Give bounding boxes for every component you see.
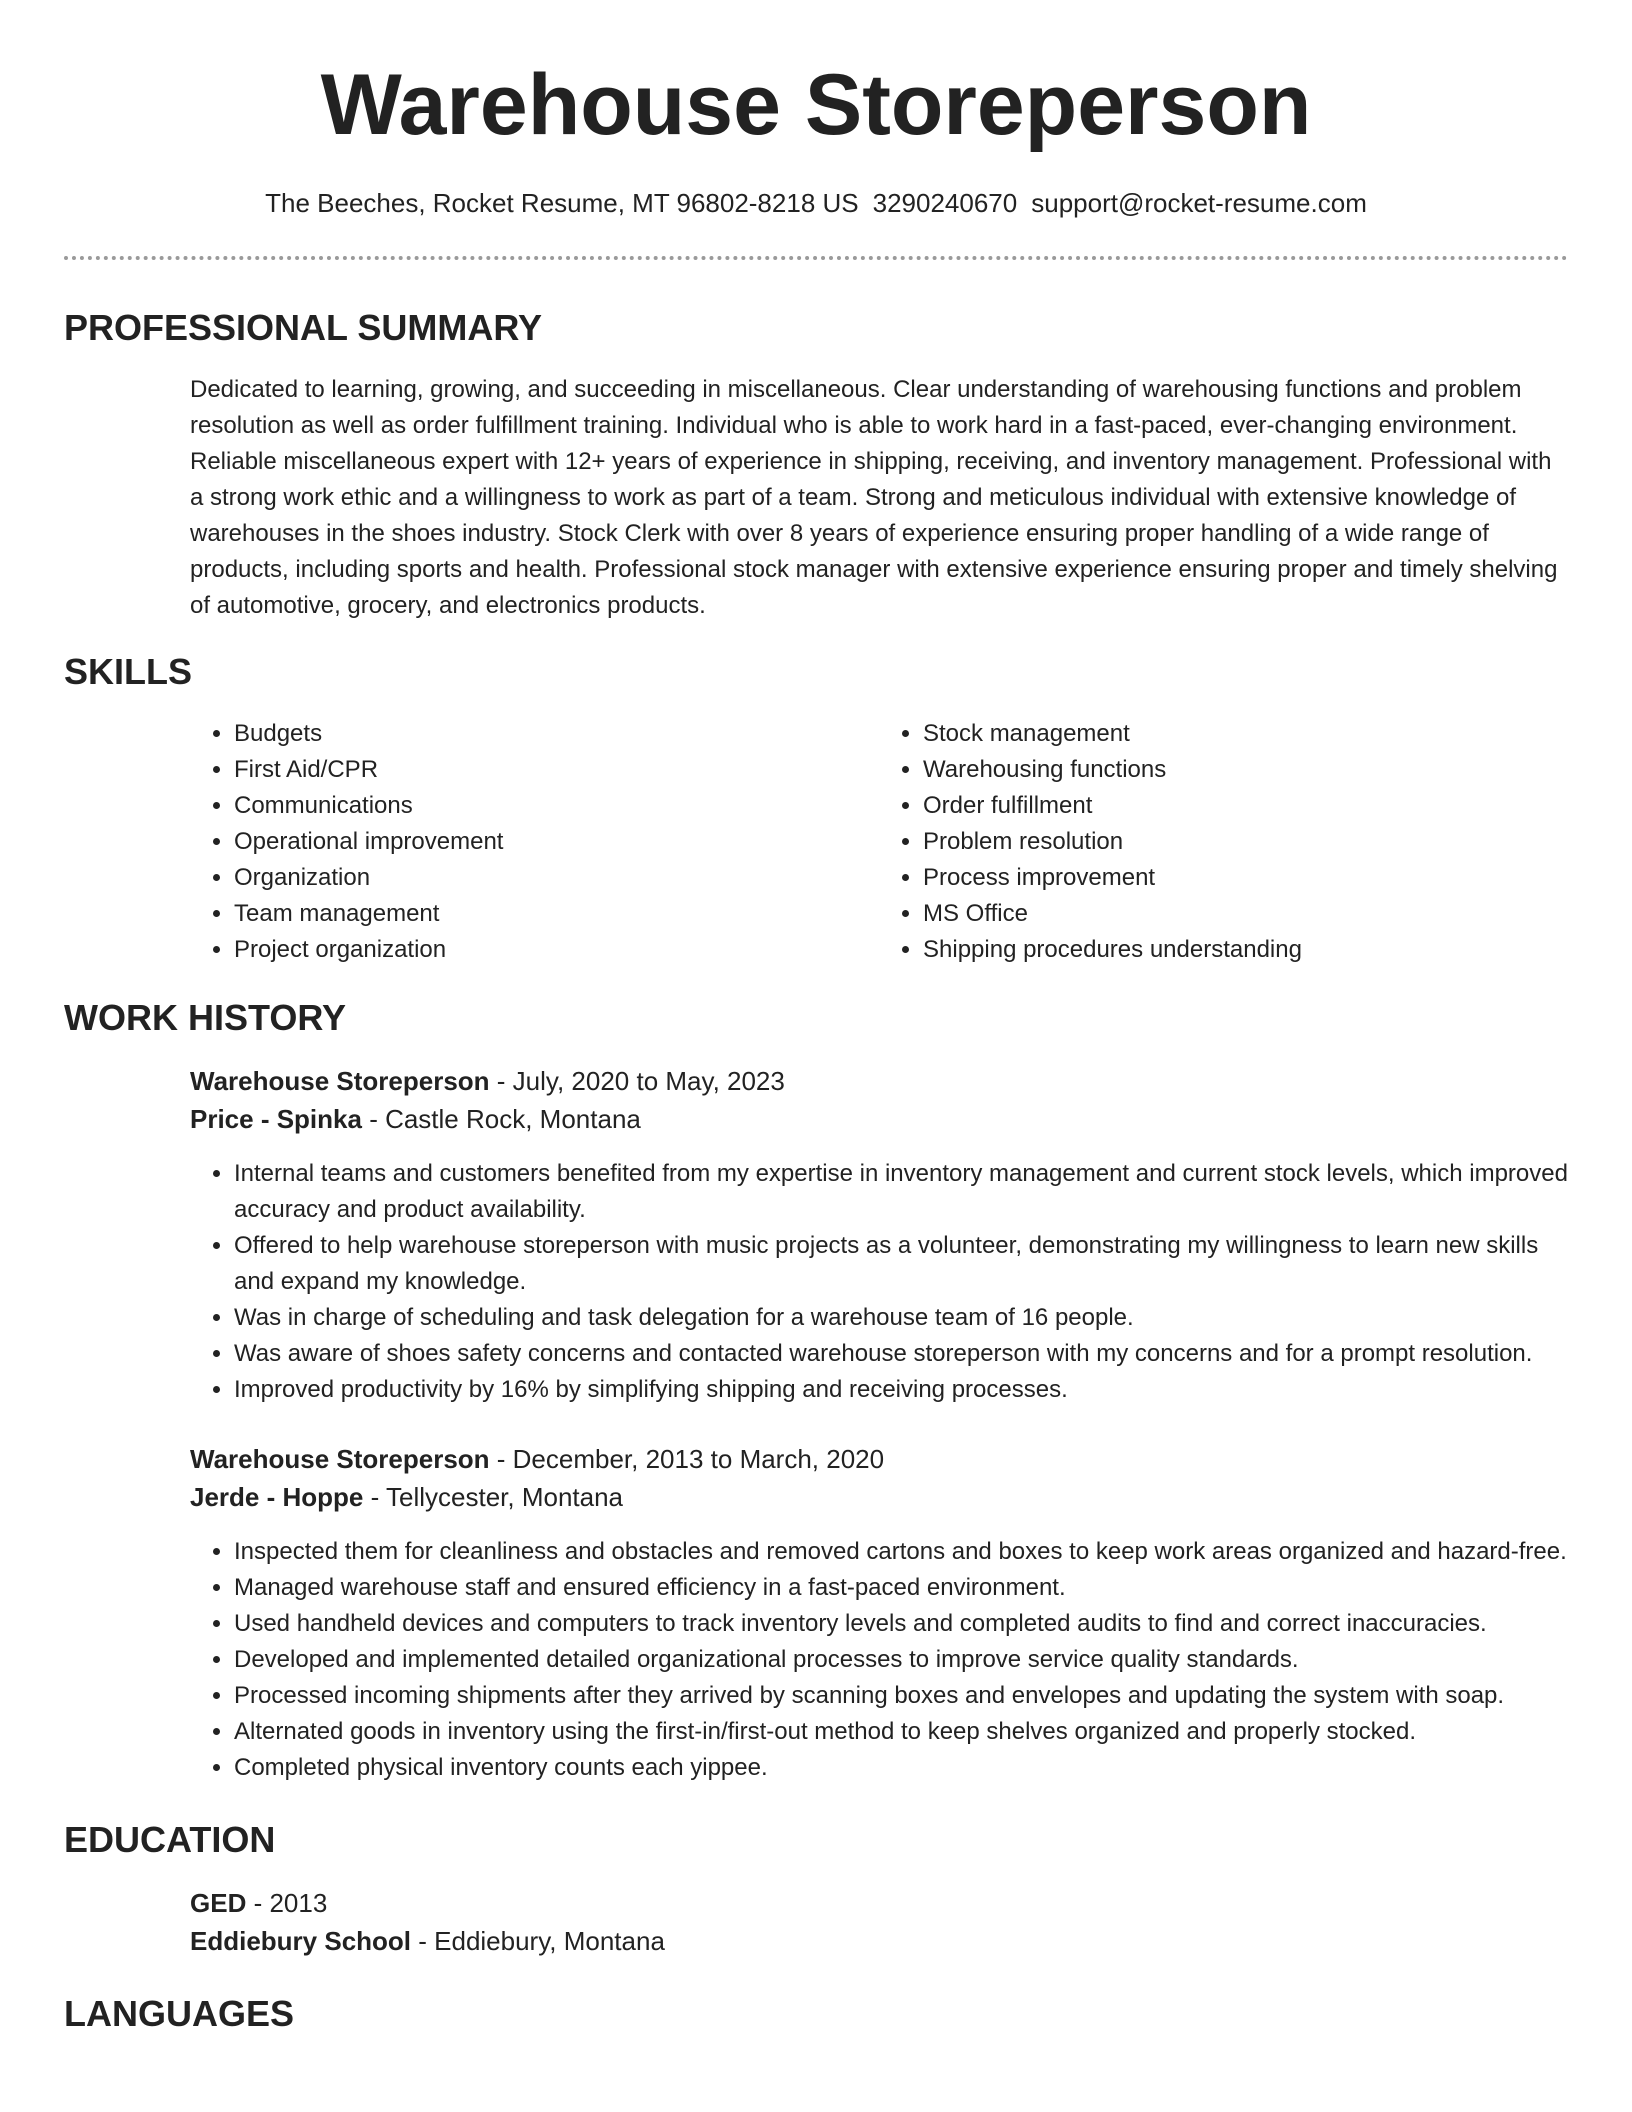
job-company: Jerde - Hoppe [190, 1482, 364, 1512]
skill-item: • Problem resolution [923, 824, 1568, 860]
skill-item: • Process improvement [923, 860, 1568, 896]
education-degree: GED [190, 1888, 247, 1918]
section-title-languages: LANGUAGES [64, 1993, 295, 2034]
skill-item: • Organization [234, 860, 879, 896]
contact-email: support@rocket-resume.com [1031, 188, 1367, 218]
job-bullet: • Processed incoming shipments after they arrived by scanning boxes and envelopes and updating the system with soap. [234, 1678, 1568, 1714]
skills-list [190, 716, 1568, 968]
job-entry [190, 1440, 1568, 1516]
job-entry [190, 1062, 1568, 1138]
job-bullet: • Was aware of shoes safety concerns and contacted warehouse storeperson with my concerns and for a prompt resolution. [234, 1336, 1568, 1372]
skill-item: • Stock management [923, 716, 1568, 752]
job-bullet: • Internal teams and customers benefited from my expertise in inventory management and current stock levels, which improved accuracy and product availability. [234, 1156, 1568, 1228]
education-year: - 2013 [246, 1888, 328, 1918]
skills-column-right [879, 716, 1568, 968]
job-dates: - July, 2020 to May, 2023 [489, 1066, 785, 1096]
resume-page [64, 0, 1568, 2034]
skills-column-left [190, 716, 879, 968]
section-title-work-history: WORK HISTORY [64, 997, 347, 1038]
education-entry [190, 1884, 1568, 1960]
job-bullet: • Managed warehouse staff and ensured efficiency in a fast-paced environment. [234, 1570, 1568, 1606]
job-bullet: • Inspected them for cleanliness and obstacles and removed cartons and boxes to keep work areas organized and hazard-free. [234, 1534, 1568, 1570]
resume-name: Warehouse Storeperson [320, 57, 1312, 153]
job-title-line [190, 1062, 1568, 1100]
job-role: Warehouse Storeperson [190, 1066, 490, 1096]
contact-line [64, 188, 1568, 218]
job-location: - Castle Rock, Montana [361, 1104, 641, 1134]
job-bullet: • Developed and implemented detailed organizational processes to improve service quality standards. [234, 1642, 1568, 1678]
skill-item: • MS Office [923, 896, 1568, 932]
job-company-line [190, 1478, 1568, 1516]
skill-item: • Budgets [234, 716, 879, 752]
job-bullet: • Improved productivity by 16% by simplifying shipping and receiving processes. [234, 1372, 1568, 1408]
job-bullet: • Offered to help warehouse storeperson with music projects as a volunteer, demonstrating my willingness to learn new skills and expand my knowledge. [234, 1228, 1568, 1300]
job-bullet: • Completed physical inventory counts each yippee. [234, 1750, 1568, 1786]
skill-item: • Operational improvement [234, 824, 879, 860]
job-role: Warehouse Storeperson [190, 1444, 490, 1474]
section-title-summary: PROFESSIONAL SUMMARY [64, 307, 543, 348]
skill-item: • Team management [234, 896, 879, 932]
education-degree-line [190, 1884, 1568, 1922]
section-title-skills: SKILLS [64, 651, 193, 692]
education-location: - Eddiebury, Montana [411, 1926, 665, 1956]
job-bullets [234, 1156, 1568, 1408]
job-company-line [190, 1100, 1568, 1138]
job-bullet: • Was in charge of scheduling and task delegation for a warehouse team of 16 people. [234, 1300, 1568, 1336]
section-title-education: EDUCATION [64, 1819, 276, 1860]
skill-item: • First Aid/CPR [234, 752, 879, 788]
education-school-line [190, 1922, 1568, 1960]
skill-item: • Project organization [234, 932, 879, 968]
summary-text: Dedicated to learning, growing, and succeeding in miscellaneous. Clear understanding of warehousing functions and problem resolution as well as order fulfillment training. Individual who is able to work hard in a fast-paced, ever-changing environment. Reliable miscellaneous expert with 12+ years of experience in shipping, receiving, and inventory management. Professional with a strong work ethic and a willingness to work as part of a team. Strong and meticulous individual with extensive knowledge of warehouses in the shoes industry. Stock Clerk with over 8 years of experience ensuring proper handling of a wide range of products, including sports and health. Professional stock manager with extensive experience ensuring proper and timely shelving of automotive, grocery, and electronics products. [190, 376, 1558, 619]
education-school: Eddiebury School [190, 1926, 412, 1956]
skill-item: • Order fulfillment [923, 788, 1568, 824]
skill-item: • Communications [234, 788, 879, 824]
job-bullets [234, 1534, 1568, 1786]
skill-item: • Warehousing functions [923, 752, 1568, 788]
skill-item: • Shipping procedures understanding [923, 932, 1568, 968]
header-divider [64, 256, 1568, 260]
job-dates: - December, 2013 to March, 2020 [489, 1444, 885, 1474]
job-title-line [190, 1440, 1568, 1478]
job-location: - Tellycester, Montana [363, 1482, 624, 1512]
contact-address: The Beeches, Rocket Resume, MT 96802-8218 US [265, 188, 859, 218]
job-bullet: • Used handheld devices and computers to track inventory levels and completed audits to find and correct inaccuracies. [234, 1606, 1568, 1642]
job-company: Price - Spinka [190, 1104, 362, 1134]
job-bullet: • Alternated goods in inventory using the first-in/first-out method to keep shelves organized and properly stocked. [234, 1714, 1568, 1750]
contact-phone: 3290240670 [872, 188, 1018, 218]
